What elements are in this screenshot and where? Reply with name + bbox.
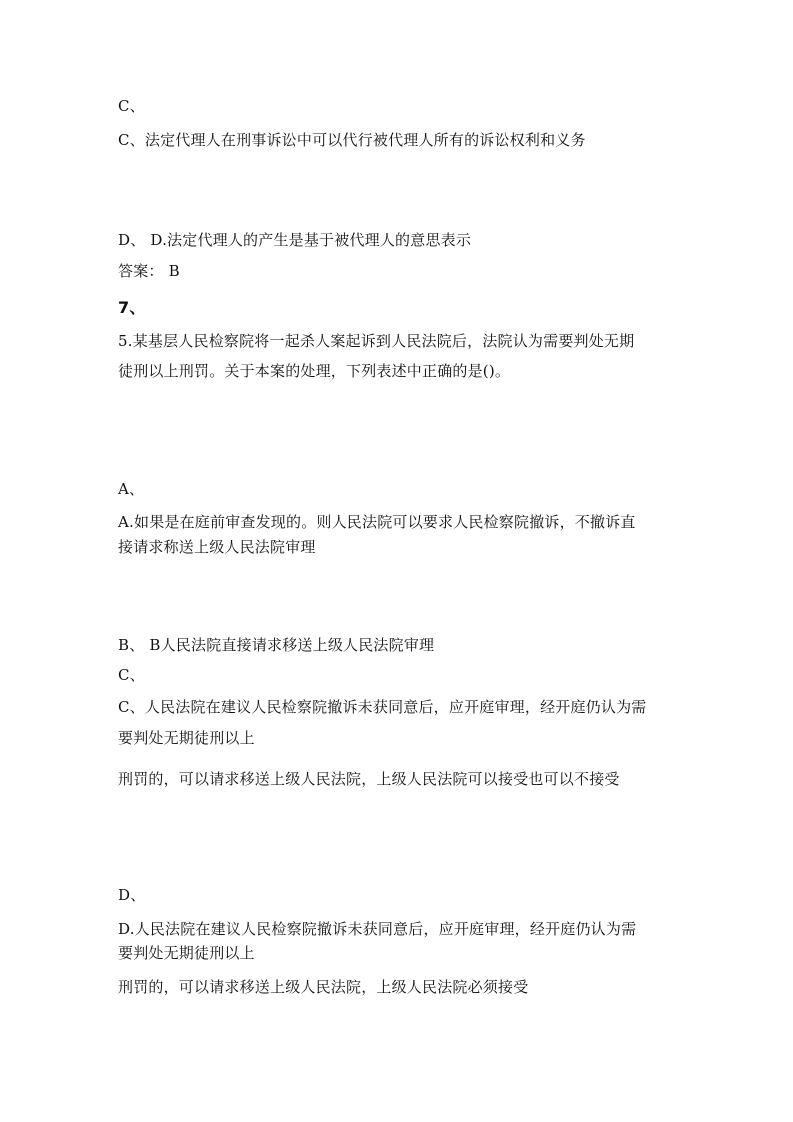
option-c-text-line-2: 要判处无期徒刑以上 — [118, 729, 255, 747]
option-d-marker: D、 — [118, 886, 146, 904]
option-c-text-q6: C、法定代理人在刑事诉讼中可以代行被代理人所有的诉讼权利和义务 — [118, 131, 586, 149]
answer-line: 答案： B — [118, 262, 180, 280]
option-a-text-line-2: 接请求称送上级人民法院审理 — [118, 538, 316, 556]
option-c-marker: C、 — [118, 666, 145, 684]
option-b-text: B、 B人民法院直接请求移送上级人民法院审理 — [118, 636, 435, 654]
option-d-text-line-2: 要判处无期徒刑以上 — [118, 944, 255, 962]
option-d-text-q6: D、 D.法定代理人的产生是基于被代理人的意思表示 — [118, 231, 472, 249]
question-number: 7、 — [118, 298, 146, 317]
option-d-text-line-3: 刑罚的，可以请求移送上级人民法院，上级人民法院必须接受 — [118, 978, 529, 996]
option-a-marker: A、 — [118, 480, 145, 498]
option-d-text-line-1: D.人民法院在建议人民检察院撤诉未获同意后，应开庭审理，经开庭仍认为需 — [118, 920, 637, 938]
option-c-text-line-1: C、人民法院在建议人民检察院撤诉未获同意后，应开庭审理，经开庭仍认为需 — [118, 698, 647, 716]
question-text-line-2: 徒刑以上刑罚。关于本案的处理，下列表述中正确的是()。 — [118, 362, 511, 380]
option-c-marker-q6: C、 — [118, 97, 145, 115]
question-text-line-1: 5.某基层人民检察院将一起杀人案起诉到人民法院后，法院认为需要判处无期 — [118, 332, 635, 350]
option-a-text-line-1: A.如果是在庭前审查发现的。则人民法院可以要求人民检察院撤诉，不撤诉直 — [118, 513, 636, 531]
option-c-text-line-3: 刑罚的，可以请求移送上级人民法院，上级人民法院可以接受也可以不接受 — [118, 770, 620, 788]
